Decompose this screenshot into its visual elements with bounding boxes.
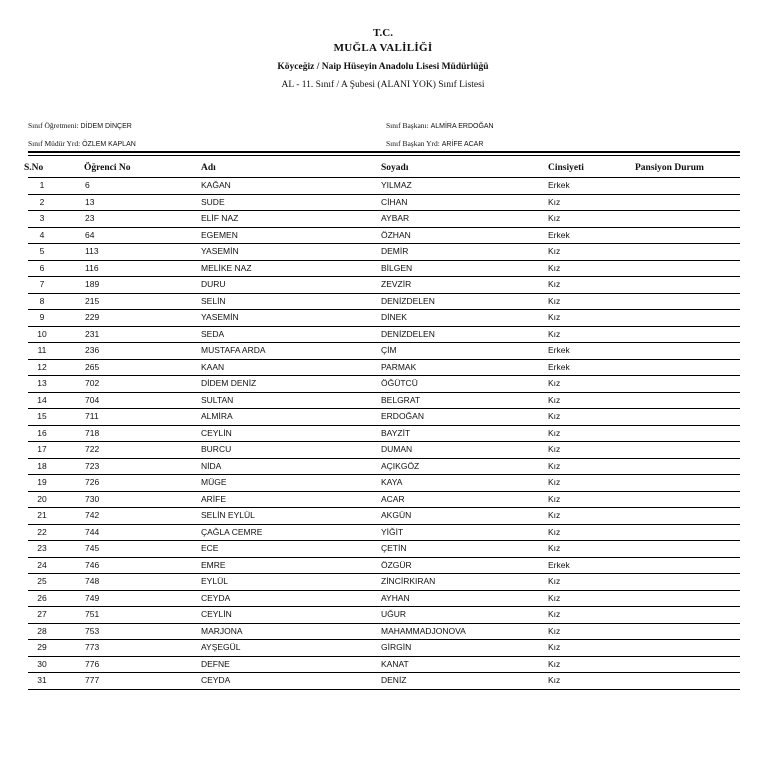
table-row — [28, 508, 740, 525]
cell-soyadi: GİRGİN — [381, 642, 412, 652]
cell-soyadi: DENİZDELEN — [381, 328, 435, 339]
cell-soyadi: ACAR — [381, 493, 405, 504]
cell-soyadi: MAHAMMADJONOVA — [381, 625, 466, 636]
cell-sno: 4 — [39, 229, 45, 240]
cell-sno: 15 — [37, 411, 47, 421]
vice-principal — [28, 139, 136, 148]
cell-cinsiyeti: Kız — [548, 279, 561, 289]
cell-soyadi: DENİZDELEN — [381, 295, 435, 306]
cell-sno: 25 — [37, 576, 47, 586]
cell-cinsiyeti: Kız — [548, 609, 561, 619]
cell-ogrenci-no: 730 — [85, 493, 100, 504]
cell-adi: EGEMEN — [201, 229, 238, 240]
cell-cinsiyeti: Kız — [548, 526, 561, 537]
cell-adi: MÜGE — [201, 477, 227, 487]
cell-ogrenci-no: 6 — [85, 180, 90, 190]
cell-ogrenci-no: 116 — [85, 262, 99, 273]
cell-cinsiyeti: Erkek — [548, 345, 570, 355]
cell-cinsiyeti: Kız — [548, 213, 561, 223]
cell-ogrenci-no: 726 — [85, 477, 100, 487]
vice-principal-label: Sınıf Müdür Yrd: — [28, 139, 81, 148]
cell-ogrenci-no: 265 — [85, 361, 100, 372]
cell-soyadi: ERDOĞAN — [381, 411, 424, 421]
table-row — [28, 525, 740, 542]
cell-soyadi: CİHAN — [381, 196, 408, 207]
cell-adi: ELİF NAZ — [201, 213, 239, 223]
cell-ogrenci-no: 777 — [85, 675, 100, 685]
cell-soyadi: UĞUR — [381, 609, 407, 619]
cell-adi: MARJONA — [201, 625, 243, 636]
class-vice-president-value: ARİFE ACAR — [441, 141, 484, 148]
cell-ogrenci-no: 236 — [85, 345, 100, 355]
cell-soyadi: DEMİR — [381, 246, 409, 256]
cell-ogrenci-no: 749 — [85, 592, 100, 603]
cell-cinsiyeti: Kız — [548, 411, 561, 421]
cell-sno: 27 — [37, 609, 47, 619]
cell-cinsiyeti: Kız — [548, 675, 561, 685]
class-teacher — [28, 121, 132, 130]
cell-ogrenci-no: 702 — [85, 378, 100, 388]
header-class-list-title: AL - 11. Sınıf / A Şubesi (ALANI YOK) Sınıf Listesi — [281, 80, 485, 90]
table-row — [28, 475, 740, 492]
cell-soyadi: PARMAK — [381, 361, 417, 372]
cell-ogrenci-no: 746 — [85, 559, 100, 570]
class-president-label: Sınıf Başkanı: — [386, 121, 429, 130]
cell-adi: YASEMİN — [201, 312, 239, 322]
cell-adi: YASEMİN — [201, 246, 239, 256]
cell-adi: SELİN EYLÜL — [201, 510, 255, 520]
class-teacher-label: Sınıf Öğretmeni: — [28, 121, 79, 130]
cell-adi: BURCU — [201, 444, 232, 454]
cell-sno: 30 — [37, 658, 47, 669]
cell-cinsiyeti: Kız — [548, 427, 561, 438]
cell-sno: 11 — [37, 345, 47, 355]
table-row — [28, 640, 740, 657]
cell-adi: KAAN — [201, 361, 225, 372]
cell-soyadi: ZEVZİR — [381, 279, 412, 289]
cell-sno: 13 — [37, 378, 47, 388]
cell-sno: 5 — [39, 246, 45, 256]
cell-sno: 1 — [39, 180, 45, 190]
header-tc: T.C. — [373, 27, 393, 39]
cell-sno: 6 — [39, 262, 45, 273]
table-row — [28, 228, 740, 245]
table-row — [28, 624, 740, 641]
cell-sno: 3 — [39, 213, 45, 223]
header-rule-top — [28, 151, 740, 153]
cell-soyadi: ÖZHAN — [381, 229, 411, 240]
cell-sno: 31 — [37, 675, 47, 685]
cell-soyadi: ZİNCİRKIRAN — [381, 576, 436, 586]
cell-soyadi: AKGÜN — [381, 510, 412, 520]
cell-soyadi: YİĞİT — [381, 526, 404, 537]
cell-cinsiyeti: Kız — [548, 477, 561, 487]
cell-adi: ECE — [201, 543, 219, 553]
cell-sno: 28 — [37, 625, 47, 636]
cell-sno: 18 — [37, 460, 47, 471]
cell-sno: 7 — [39, 279, 45, 289]
cell-soyadi: ÖZGÜR — [381, 559, 412, 570]
cell-soyadi: DUMAN — [381, 444, 413, 454]
cell-adi: EMRE — [201, 559, 226, 570]
cell-adi: MELİKE NAZ — [201, 262, 252, 273]
student-table-body — [0, 178, 766, 690]
cell-ogrenci-no: 751 — [85, 609, 100, 619]
cell-soyadi: ÖĞÜTCÜ — [381, 378, 418, 388]
cell-soyadi: DİNEK — [381, 312, 407, 322]
cell-soyadi: DENİZ — [381, 675, 407, 685]
cell-adi: ÇAĞLA CEMRE — [201, 526, 263, 537]
cell-cinsiyeti: Kız — [548, 642, 561, 652]
class-president-value: ALMİRA ERDOĞAN — [430, 123, 494, 130]
cell-soyadi: BAYZİT — [381, 427, 411, 438]
cell-ogrenci-no: 13 — [85, 196, 95, 207]
cell-sno: 29 — [37, 642, 47, 652]
table-row — [28, 376, 740, 393]
table-row — [28, 310, 740, 327]
cell-sno: 19 — [37, 477, 47, 487]
col-ogrenci-no: Öğrenci No — [84, 163, 131, 173]
cell-sno: 14 — [37, 394, 47, 405]
cell-cinsiyeti: Erkek — [548, 229, 570, 240]
cell-cinsiyeti: Kız — [548, 262, 561, 273]
cell-adi: CEYLİN — [201, 427, 232, 438]
table-row — [28, 574, 740, 591]
table-row — [28, 195, 740, 212]
cell-adi: AYŞEGÜL — [201, 642, 241, 652]
cell-sno: 21 — [37, 510, 47, 520]
cell-adi: DİDEM DENİZ — [201, 378, 257, 388]
cell-cinsiyeti: Kız — [548, 460, 561, 471]
cell-cinsiyeti: Kız — [548, 658, 561, 669]
vice-principal-value: ÖZLEM KAPLAN — [82, 141, 136, 148]
cell-ogrenci-no: 189 — [85, 279, 100, 289]
cell-sno: 8 — [39, 295, 45, 306]
cell-cinsiyeti: Kız — [548, 625, 561, 636]
cell-cinsiyeti: Erkek — [548, 361, 570, 372]
cell-ogrenci-no: 744 — [85, 526, 100, 537]
cell-soyadi: ÇİM — [381, 345, 397, 355]
col-soyadi: Soyadı — [381, 163, 409, 173]
table-row — [28, 294, 740, 311]
class-teacher-value: DİDEM DİNÇER — [80, 123, 132, 130]
header-valilik: MUĞLA VALİLİĞİ — [333, 42, 433, 54]
cell-adi: SEDA — [201, 328, 225, 339]
cell-sno: 26 — [37, 592, 47, 603]
table-row — [28, 558, 740, 575]
table-row — [28, 360, 740, 377]
table-row — [28, 492, 740, 509]
cell-ogrenci-no: 215 — [85, 295, 100, 306]
col-adi: Adı — [201, 163, 216, 173]
col-pansiyon: Pansiyon Durum — [635, 163, 704, 173]
table-row — [28, 343, 740, 360]
class-president — [386, 121, 494, 130]
cell-adi: SELİN — [201, 295, 226, 306]
table-row — [28, 541, 740, 558]
cell-adi: CEYDA — [201, 675, 231, 685]
cell-adi: CEYDA — [201, 592, 231, 603]
cell-cinsiyeti: Kız — [548, 493, 561, 504]
table-row — [28, 426, 740, 443]
cell-cinsiyeti: Kız — [548, 246, 561, 256]
cell-ogrenci-no: 704 — [85, 394, 100, 405]
cell-adi: ARİFE — [201, 493, 227, 504]
table-row — [28, 277, 740, 294]
table-row — [28, 327, 740, 344]
col-cinsiyeti: Cinsiyeti — [548, 163, 584, 173]
cell-adi: ALMİRA — [201, 411, 233, 421]
cell-adi: SULTAN — [201, 394, 234, 405]
cell-cinsiyeti: Kız — [548, 295, 561, 306]
class-vice-president-label: Sınıf Başkan Yrd: — [386, 139, 440, 148]
cell-sno: 24 — [37, 559, 47, 570]
cell-sno: 20 — [37, 493, 47, 504]
table-row — [28, 442, 740, 459]
cell-adi: NİDA — [201, 460, 222, 471]
table-row — [28, 244, 740, 261]
cell-sno: 16 — [37, 427, 47, 438]
table-row — [28, 657, 740, 674]
cell-ogrenci-no: 231 — [85, 328, 100, 339]
cell-sno: 22 — [37, 526, 47, 537]
cell-sno: 12 — [37, 361, 47, 372]
table-header — [0, 163, 766, 177]
cell-cinsiyeti: Kız — [548, 328, 561, 339]
cell-adi: KAĞAN — [201, 180, 231, 190]
cell-cinsiyeti: Kız — [548, 543, 561, 553]
cell-soyadi: BİLGEN — [381, 262, 413, 273]
header-school: Köyceğiz / Naip Hüseyin Anadolu Lisesi Müdürlüğü — [277, 62, 489, 72]
cell-ogrenci-no: 229 — [85, 312, 100, 322]
cell-ogrenci-no: 722 — [85, 444, 100, 454]
table-row — [28, 211, 740, 228]
cell-soyadi: AYBAR — [381, 213, 410, 223]
cell-adi: SUDE — [201, 196, 225, 207]
table-row — [28, 261, 740, 278]
cell-adi: MUSTAFA ARDA — [201, 345, 266, 355]
cell-ogrenci-no: 64 — [85, 229, 95, 240]
table-row — [28, 591, 740, 608]
cell-sno: 2 — [39, 196, 45, 207]
cell-ogrenci-no: 711 — [85, 411, 99, 421]
cell-cinsiyeti: Kız — [548, 312, 561, 322]
cell-soyadi: AÇIKGÖZ — [381, 460, 420, 471]
cell-ogrenci-no: 753 — [85, 625, 100, 636]
cell-ogrenci-no: 718 — [85, 427, 100, 438]
cell-soyadi: AYHAN — [381, 592, 410, 603]
cell-soyadi: YILMAZ — [381, 180, 412, 190]
header-rule-thin — [28, 155, 740, 156]
cell-sno: 17 — [37, 444, 47, 454]
cell-sno: 9 — [39, 312, 45, 322]
cell-adi: DEFNE — [201, 658, 230, 669]
cell-soyadi: ÇETİN — [381, 543, 407, 553]
cell-ogrenci-no: 748 — [85, 576, 100, 586]
table-row — [28, 673, 740, 690]
cell-ogrenci-no: 23 — [85, 213, 95, 223]
cell-ogrenci-no: 773 — [85, 642, 100, 652]
cell-adi: EYLÜL — [201, 576, 228, 586]
cell-cinsiyeti: Kız — [548, 444, 561, 454]
table-row — [28, 393, 740, 410]
class-vice-president — [386, 139, 483, 148]
cell-ogrenci-no: 723 — [85, 460, 100, 471]
cell-cinsiyeti: Kız — [548, 592, 561, 603]
table-row — [28, 459, 740, 476]
cell-cinsiyeti: Kız — [548, 196, 561, 207]
cell-ogrenci-no: 113 — [85, 246, 99, 256]
cell-adi: DURU — [201, 279, 226, 289]
cell-sno: 10 — [37, 328, 47, 339]
cell-ogrenci-no: 742 — [85, 510, 100, 520]
cell-cinsiyeti: Erkek — [548, 559, 570, 570]
cell-cinsiyeti: Kız — [548, 510, 561, 520]
cell-cinsiyeti: Kız — [548, 378, 561, 388]
table-row — [28, 178, 740, 195]
table-row — [28, 409, 740, 426]
cell-cinsiyeti: Kız — [548, 576, 561, 586]
col-sno: S.No — [24, 163, 44, 173]
cell-soyadi: KANAT — [381, 658, 409, 669]
cell-adi: CEYLİN — [201, 609, 232, 619]
cell-sno: 23 — [37, 543, 47, 553]
cell-cinsiyeti: Erkek — [548, 180, 570, 190]
cell-ogrenci-no: 776 — [85, 658, 100, 669]
cell-soyadi: BELGRAT — [381, 394, 421, 405]
cell-soyadi: KAYA — [381, 477, 403, 487]
cell-ogrenci-no: 745 — [85, 543, 100, 553]
cell-cinsiyeti: Kız — [548, 394, 561, 405]
table-row — [28, 607, 740, 624]
